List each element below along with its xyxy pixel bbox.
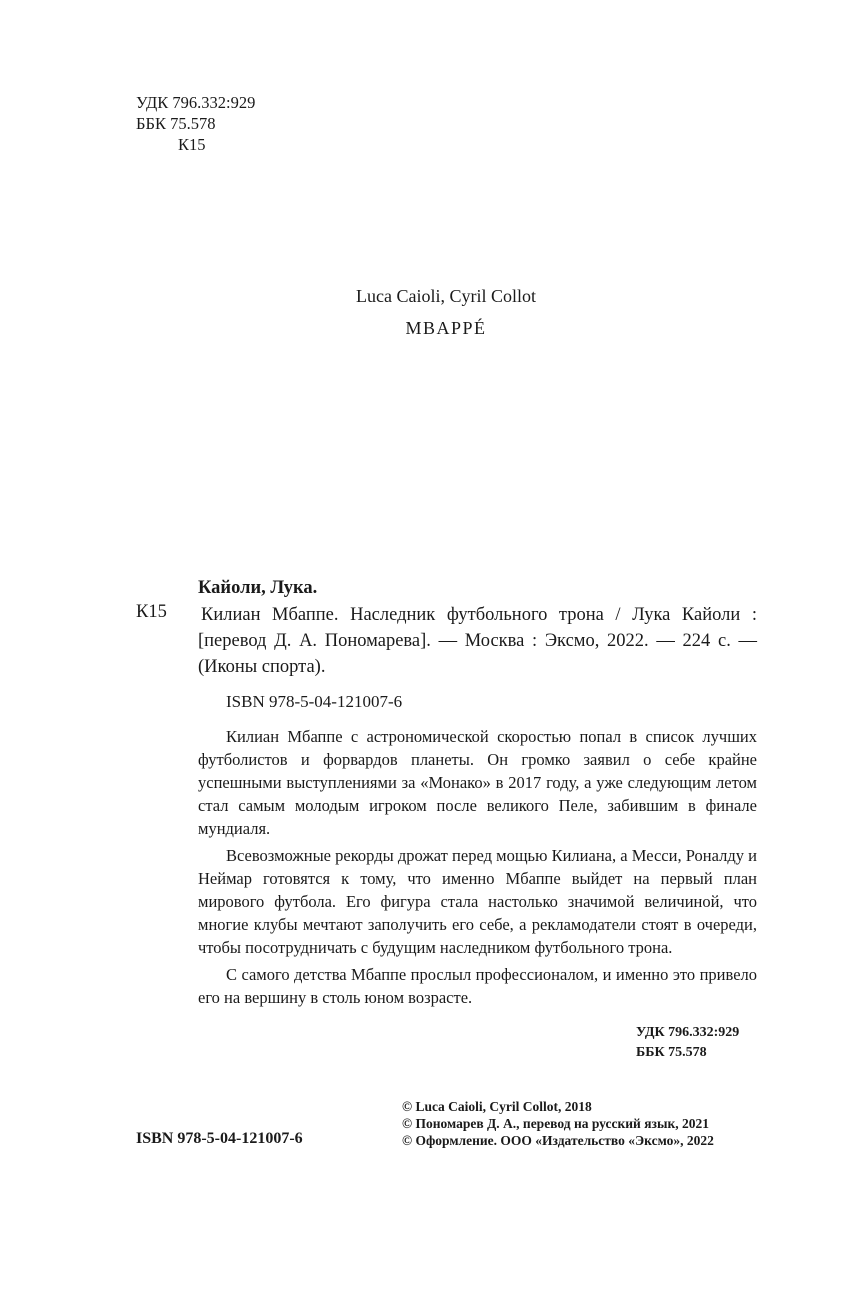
bottom-classification-codes: [636, 1023, 739, 1063]
annotation-paragraph: Килиан Мбаппе с астрономической скоростью попал в список лучших футболистов и форвардов планеты. Он громко заявил о себе крайне успешными выступлениями за «Монако» в 2017 году, а уже следующим летом стал самым молодым игроком после великого Пеле, забившим в финале мундиаля.: [198, 727, 757, 838]
author-mark: К15: [178, 135, 206, 154]
original-authors: Luca Caioli, Cyril Collot: [356, 286, 536, 306]
footer-isbn: ISBN 978-5-04-121007-6: [136, 1130, 303, 1147]
copyright-block: [402, 1098, 714, 1149]
bibliographic-isbn: ISBN 978-5-04-121007-6: [226, 692, 403, 711]
bibliographic-description: Килиан Мбаппе. Наследник футбольного трона / Лука Кайоли : [перевод Д. А. Пономарева]. — Москва : Эксмо, 2022. — 224 с. — (Иконы спорта).: [198, 605, 757, 677]
udk-code-bottom: УДК 796.332:929: [636, 1025, 740, 1040]
udk-code: УДК 796.332:929: [136, 93, 256, 112]
annotation-paragraph: Всевозможные рекорды дрожат перед мощью Килиана, а Месси, Роналду и Неймар готовятся к тому, что именно Мбаппе выйдет на первый план мирового футбола. Его фигура стала настолько значимой величиной, что многие клубы мечтают заполучить его себе, а рекламодатели стоят в очереди, чтобы посотрудничать с будущим наследником футбольного трона.: [198, 846, 757, 957]
original-title: MBAPPÉ: [405, 318, 487, 338]
bbk-code: ББК 75.578: [136, 114, 216, 133]
copyright-line: © Оформление. ООО «Издательство «Эксмо», 2022: [402, 1133, 714, 1148]
bbk-code-bottom: ББК 75.578: [636, 1045, 707, 1060]
main-author-heading: Кайоли, Лука.: [198, 578, 318, 598]
annotation: [198, 725, 757, 1013]
annotation-paragraph: С самого детства Мбаппе прослыл профессионалом, и именно это привело его на вершину в столь юном возрасте.: [198, 965, 757, 1007]
bibliographic-author-mark: К15: [136, 602, 167, 622]
top-classification-codes: [136, 92, 255, 155]
copyright-line: © Luca Caioli, Cyril Collot, 2018: [402, 1099, 592, 1114]
copyright-line: © Пономарев Д. А., перевод на русский язык, 2021: [402, 1116, 710, 1131]
